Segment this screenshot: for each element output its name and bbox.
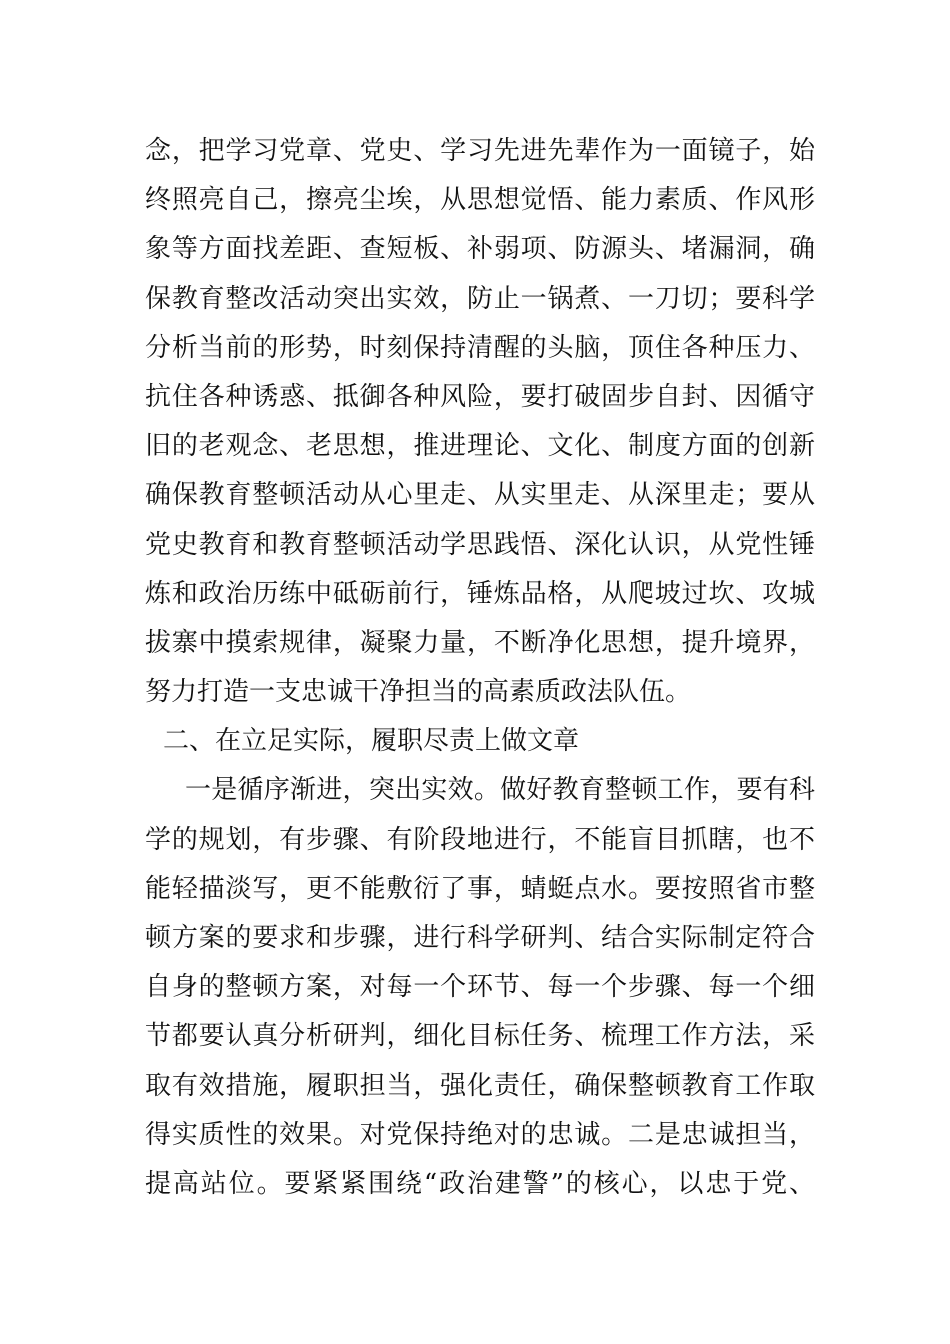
text-line: 旧的老观念、老思想，推进理论、文化、制度方面的创新 bbox=[145, 431, 815, 462]
text-line: 分析当前的形势，时刻保持清醒的头脑，顶住各种压力、 bbox=[145, 332, 815, 363]
text-line: 保教育整改活动突出实效，防止一锅煮、一刀切；要科学 bbox=[145, 283, 815, 314]
body-text bbox=[145, 127, 815, 1209]
text-line: 得实质性的效果。对党保持绝对的忠诚。二是忠诚担当， bbox=[145, 1119, 815, 1150]
text-line: 象等方面找差距、查短板、补弱项、防源头、堵漏洞，确 bbox=[145, 234, 815, 265]
text-line: 抗住各种诱惑、抵御各种风险，要打破固步自封、因循守 bbox=[145, 381, 815, 412]
text-line: 拔寨中摸索规律，凝聚力量，不断净化思想，提升境界， bbox=[145, 627, 815, 658]
text-line: 念，把学习党章、党史、学习先进先辈作为一面镜子，始 bbox=[145, 136, 815, 166]
text-line: 党史教育和教育整顿活动学思践悟、深化认识，从党性锤 bbox=[145, 529, 815, 560]
text-line: 确保教育整顿活动从心里走、从实里走、从深里走；要从 bbox=[145, 480, 815, 511]
paragraph-first-line: 一是循序渐进，突出实效。做好教育整顿工作，要有科 bbox=[185, 775, 815, 806]
text-line: 能轻描淡写，更不能敷衍了事，蜻蜓点水。要按照省市整 bbox=[145, 873, 815, 904]
text-line: 提高站位。要紧紧围绕“政治建警”的核心，以忠于党、 bbox=[145, 1168, 815, 1199]
text-line: 炼和政治历练中砥砺前行，锤炼品格，从爬坡过坎、攻城 bbox=[145, 578, 815, 609]
text-line: 节都要认真分析研判，细化目标任务、梳理工作方法，采 bbox=[145, 1021, 815, 1052]
text-line: 学的规划，有步骤、有阶段地进行，不能盲目抓瞎，也不 bbox=[145, 824, 815, 855]
section-heading: 二、在立足实际，履职尽责上做文章 bbox=[163, 726, 580, 757]
paragraph-last-line: 努力打造一支忠诚干净担当的高素质政法队伍。 bbox=[145, 677, 692, 708]
text-line: 取有效措施，履职担当，强化责任，确保整顿教育工作取 bbox=[145, 1070, 815, 1101]
text-line: 自身的整顿方案，对每一个环节、每一个步骤、每一个细 bbox=[145, 972, 815, 1003]
text-line: 顿方案的要求和步骤，进行科学研判、结合实际制定符合 bbox=[145, 923, 815, 953]
text-line: 终照亮自己，擦亮尘埃，从思想觉悟、能力素质、作风形 bbox=[145, 185, 815, 216]
